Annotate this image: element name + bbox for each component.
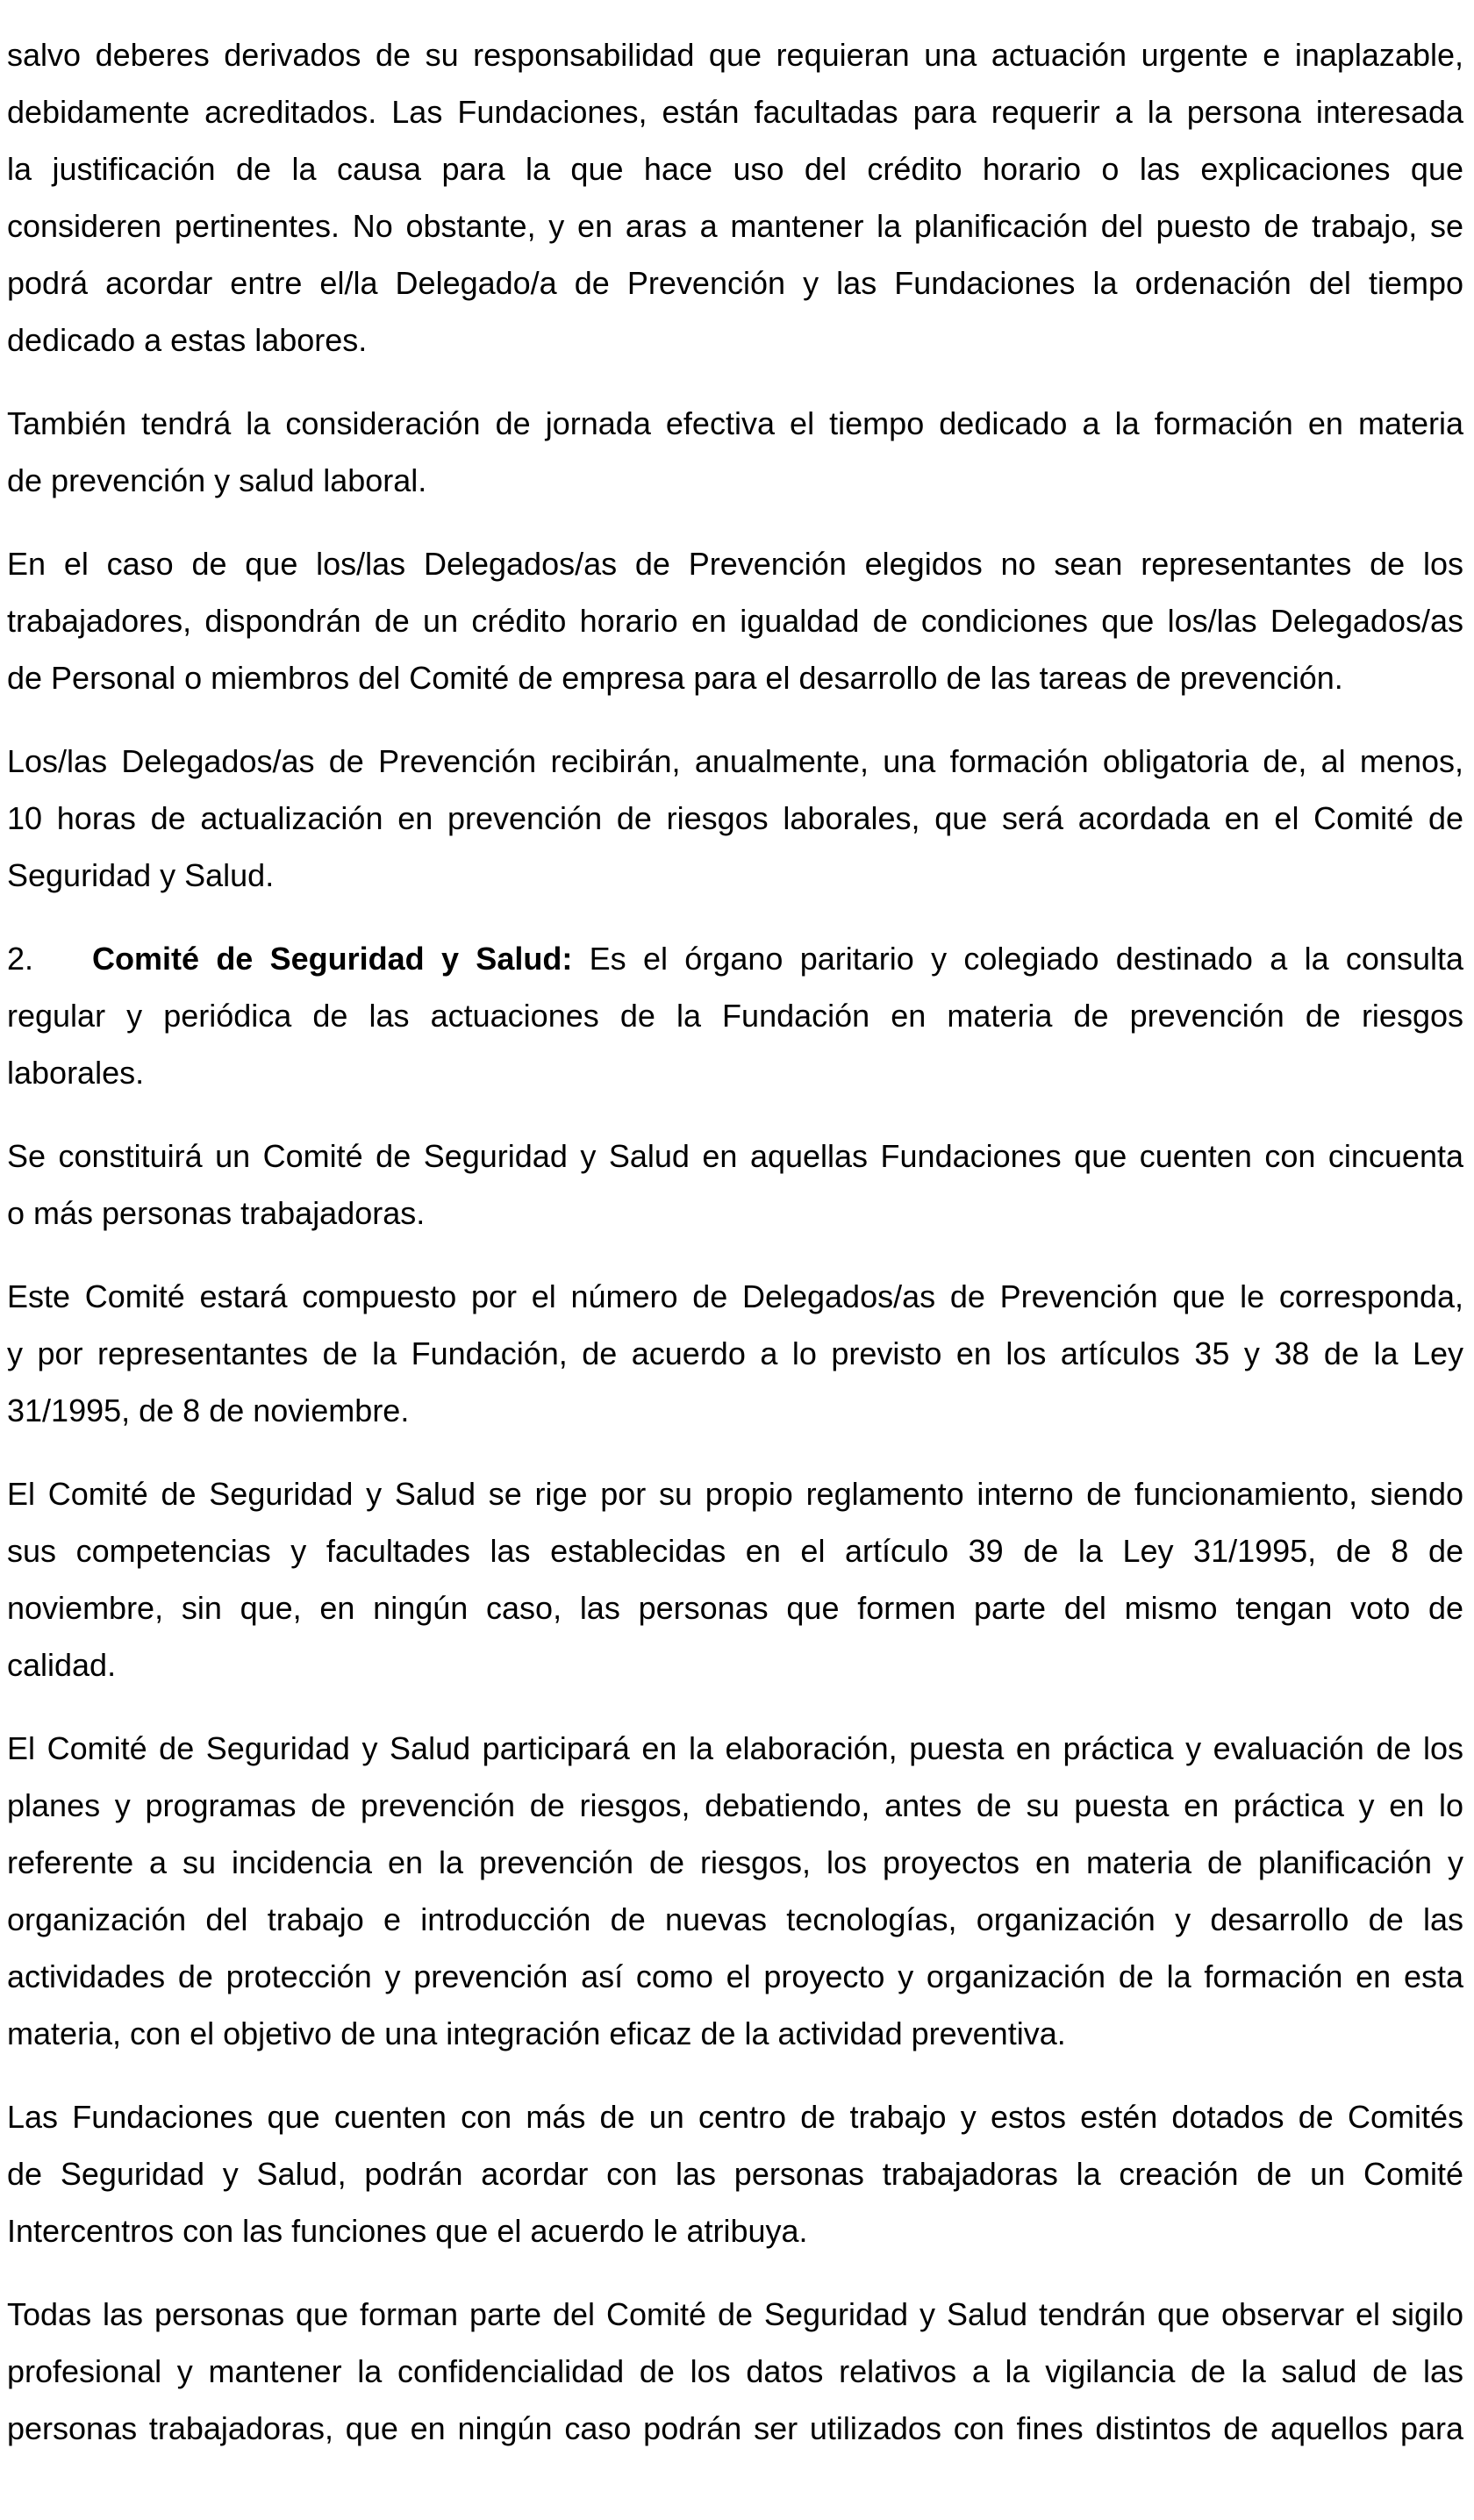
text-run: Seguridad y Salud. <box>7 857 275 893</box>
text-line <box>7 395 1463 452</box>
text-line <box>7 1185 1463 1242</box>
text-line <box>7 649 1463 706</box>
text-line <box>7 254 1463 311</box>
text-run: laborales. <box>7 1055 145 1091</box>
text-line <box>7 930 1463 987</box>
text-run: salvo deberes derivados de su responsabilidad que requieran una actuación urgente e inaplazable, <box>7 37 1463 73</box>
text-line <box>7 1044 1463 1101</box>
text-run: trabajadores, dispondrán de un crédito horario en igualdad de condiciones que los/las Delegados/as <box>7 603 1463 639</box>
text-line <box>7 1834 1463 1891</box>
text-run: Las Fundaciones que cuenten con más de un centro de trabajo y estos estén dotados de Comités <box>7 2099 1463 2135</box>
para-credito-horario-justificacion <box>7 26 1463 369</box>
text-line <box>7 311 1463 369</box>
para-sigilo-profesional <box>7 2286 1463 2457</box>
para-delegados-no-representantes <box>7 535 1463 706</box>
text-line <box>7 1268 1463 1325</box>
text-run: noviembre, sin que, en ningún caso, las personas que formen parte del mismo tengan voto de <box>7 1590 1463 1626</box>
text-line <box>7 1128 1463 1185</box>
text-run: de Seguridad y Salud, podrán acordar con las personas trabajadoras la creación de un Comité <box>7 2156 1463 2192</box>
text-line <box>7 592 1463 649</box>
text-run: profesional y mantener la confidencialidad de los datos relativos a la vigilancia de la salud de las <box>7 2353 1463 2389</box>
text-run: la justificación de la causa para la que hace uso del crédito horario o las explicaciones que <box>7 151 1463 187</box>
text-run: actividades de protección y prevención así como el proyecto y organización de la formación en esta <box>7 1958 1463 1994</box>
text-run: calidad. <box>7 1647 117 1683</box>
text-line <box>7 2400 1463 2457</box>
text-run: debidamente acreditados. Las Fundaciones, están facultadas para requerir a la persona interesada <box>7 94 1463 130</box>
text-line <box>7 197 1463 254</box>
para-constitucion-comite <box>7 1128 1463 1242</box>
text-run: También tendrá la consideración de jornada efectiva el tiempo dedicado a la formación en materia <box>7 405 1463 441</box>
text-line <box>7 1382 1463 1439</box>
text-run: planes y programas de prevención de riesgos, debatiendo, antes de su puesta en práctica y en lo <box>7 1787 1463 1823</box>
text-line <box>7 790 1463 847</box>
text-line <box>7 2145 1463 2202</box>
text-line <box>7 1579 1463 1636</box>
text-line <box>7 1891 1463 1948</box>
text-run: El Comité de Seguridad y Salud se rige por su propio reglamento interno de funcionamiento, siendo <box>7 1476 1463 1512</box>
text-line <box>7 2202 1463 2259</box>
text-run: Este Comité estará compuesto por el número de Delegados/as de Prevención que le corresponda, <box>7 1278 1463 1314</box>
document-body <box>7 26 1463 2457</box>
text-run: referente a su incidencia en la prevención de riesgos, los proyectos en materia de planificación y <box>7 1844 1463 1880</box>
text-run: sus competencias y facultades las establecidas en el artículo 39 de la Ley 31/1995, de 8 de <box>7 1533 1463 1569</box>
para-jornada-efectiva-formacion <box>7 395 1463 509</box>
text-run: consideren pertinentes. No obstante, y en aras a mantener la planificación del puesto de trabajo, se <box>7 208 1463 244</box>
text-line <box>7 2088 1463 2145</box>
text-run: El Comité de Seguridad y Salud participará en la elaboración, puesta en práctica y evaluación de los <box>7 1730 1463 1766</box>
text-line <box>7 1522 1463 1579</box>
text-run: dedicado a estas labores. <box>7 322 368 358</box>
text-run: y por representantes de la Fundación, de acuerdo a lo previsto en los artículos 35 y 38 de la Ley <box>7 1335 1463 1371</box>
text-line <box>7 83 1463 140</box>
text-run: 10 horas de actualización en prevención de riesgos laborales, que será acordada en el Comité de <box>7 800 1463 836</box>
bold-text-run: Comité de Seguridad y Salud: <box>92 941 573 977</box>
text-run: de prevención y salud laboral. <box>7 462 427 498</box>
text-run: Los/las Delegados/as de Prevención recibirán, anualmente, una formación obligatoria de, al menos, <box>7 743 1463 779</box>
text-run: Todas las personas que forman parte del Comité de Seguridad y Salud tendrán que observar el sigilo <box>7 2296 1463 2332</box>
text-line <box>7 2343 1463 2400</box>
para-participacion-planes-programas <box>7 1720 1463 2062</box>
text-run: materia, con el objetivo de una integración eficaz de la actividad preventiva. <box>7 2015 1066 2051</box>
text-run: 31/1995, de 8 de noviembre. <box>7 1392 410 1428</box>
text-line <box>7 847 1463 904</box>
text-line <box>7 2286 1463 2343</box>
list-item-number: 2. <box>7 941 34 977</box>
text-line <box>7 140 1463 197</box>
text-line <box>7 1465 1463 1522</box>
text-line <box>7 1636 1463 1693</box>
text-line <box>7 535 1463 592</box>
text-run: organización del trabajo e introducción de nuevas tecnologías, organización y desarrollo de las <box>7 1901 1463 1937</box>
text-line <box>7 1777 1463 1834</box>
text-run: podrá acordar entre el/la Delegado/a de Prevención y las Fundaciones la ordenación del tiempo <box>7 265 1463 301</box>
para-comite-seguridad-salud-definicion <box>7 930 1463 1101</box>
text-run: Se constituirá un Comité de Seguridad y Salud en aquellas Fundaciones que cuenten con cincuenta <box>7 1138 1463 1174</box>
text-run: o más personas trabajadoras. <box>7 1195 426 1231</box>
text-run: regular y periódica de las actuaciones de la Fundación en materia de prevención de riesgos <box>7 998 1463 1034</box>
text-run: En el caso de que los/las Delegados/as de Prevención elegidos no sean representantes de los <box>7 546 1463 582</box>
text-line <box>7 1948 1463 2005</box>
text-run: Es el órgano paritario y colegiado destinado a la consulta <box>572 941 1463 977</box>
para-formacion-anual-obligatoria <box>7 733 1463 904</box>
text-line <box>7 1325 1463 1382</box>
para-comite-intercentros <box>7 2088 1463 2259</box>
text-line <box>7 733 1463 790</box>
para-reglamento-interno <box>7 1465 1463 1693</box>
text-line <box>7 452 1463 509</box>
text-run: personas trabajadoras, que en ningún caso podrán ser utilizados con fines distintos de aquellos para <box>7 2410 1463 2446</box>
text-line <box>7 1720 1463 1777</box>
text-run: Intercentros con las funciones que el acuerdo le atribuya. <box>7 2213 808 2249</box>
para-composicion-comite <box>7 1268 1463 1439</box>
text-line <box>7 2005 1463 2062</box>
text-line <box>7 987 1463 1044</box>
text-line <box>7 26 1463 83</box>
text-run: de Personal o miembros del Comité de empresa para el desarrollo de las tareas de prevención. <box>7 660 1343 696</box>
